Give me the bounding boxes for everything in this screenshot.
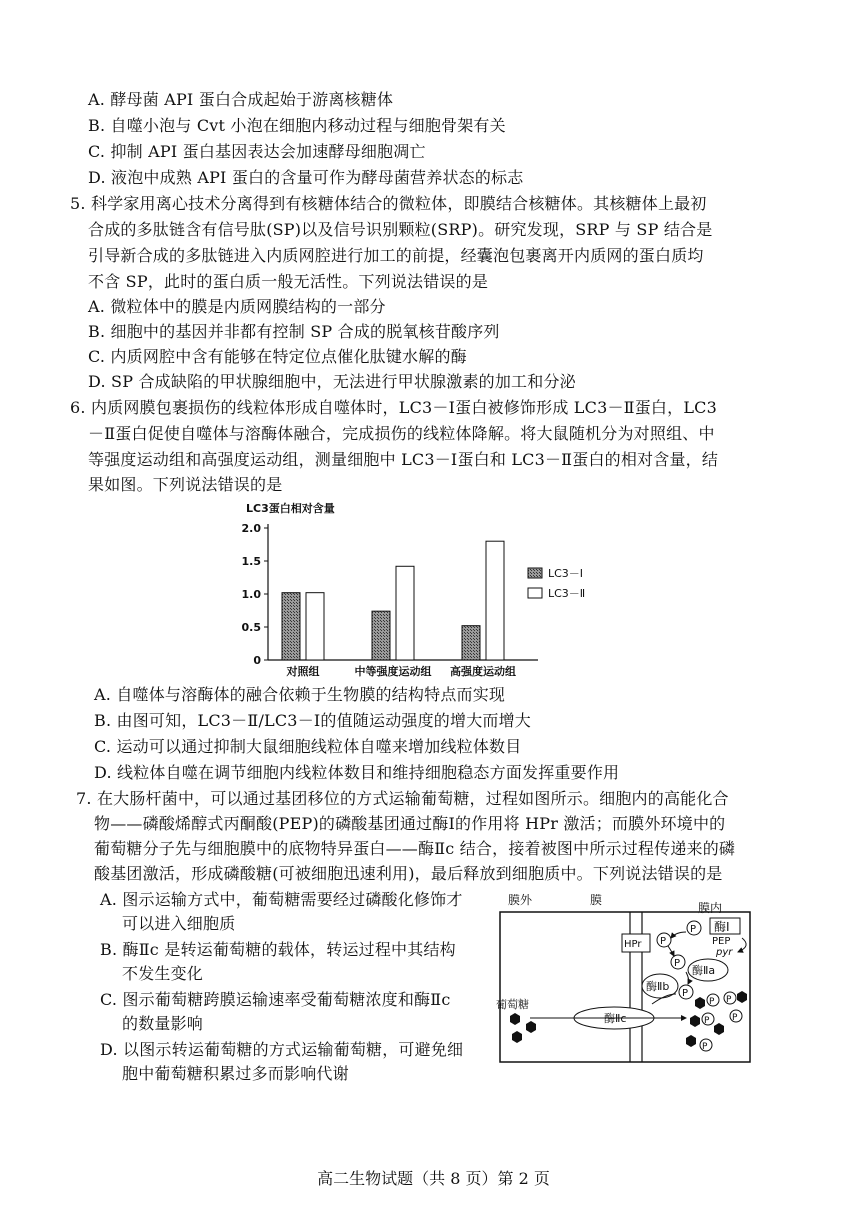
- phosphate-label: P: [704, 1016, 710, 1026]
- glucose-icon: [714, 1023, 724, 1035]
- q6-option-c: C. 运动可以通过抑制大鼠细胞线粒体自噬来增加线粒体数目: [94, 737, 522, 756]
- phosphate-label: P: [660, 936, 667, 947]
- chart-ytick-label: 0: [253, 654, 261, 667]
- chart-category-label: 高强度运动组: [450, 665, 516, 678]
- membrane-label: 膜: [590, 893, 603, 907]
- q7-option-a-line-2: 可以进入细胞质: [122, 914, 236, 933]
- enzyme-2b-label: 酶Ⅱb: [646, 980, 670, 993]
- arrow-to-2b: [686, 972, 689, 984]
- q4-option-a: A. 酵母菌 API 蛋白合成起始于游离核糖体: [88, 90, 394, 109]
- phosphate-label: P: [702, 1042, 708, 1052]
- page-footer: 高二生物试题（共 8 页）第 2 页: [317, 1169, 550, 1188]
- glucose-icon: [512, 1031, 522, 1043]
- q6-stem-line-1: 6. 内质网膜包裹损伤的线粒体形成自噬体时，LC3－Ⅰ蛋白被修饰形成 LC3－Ⅱ蛋白，LC3: [70, 398, 717, 417]
- phosphate-label: P: [690, 924, 697, 935]
- q4-option-b: B. 自噬小泡与 Cvt 小泡在细胞内移动过程与细胞骨架有关: [88, 116, 506, 135]
- chart-categories: [286, 664, 517, 678]
- phosphate-label: P: [674, 958, 681, 969]
- q6-option-d: D. 线粒体自噬在调节细胞内线粒体数目和维持细胞稳态方面发挥重要作用: [94, 763, 620, 782]
- chart-bar-lc3-i: [282, 593, 300, 660]
- chart-bar-lc3-ii: [306, 593, 324, 660]
- q4-option-d: D. 液泡中成熟 API 蛋白的含量可作为酵母菌营养状态的标志: [88, 168, 524, 187]
- chart-ytick-label: 2.0: [241, 522, 261, 535]
- q5-stem-line-3: 引导新合成的多肽链进入内质网腔进行加工的前提，经囊泡包裹离开内质网的蛋白质均: [88, 246, 704, 265]
- glucose-icon: [510, 1013, 520, 1025]
- chart-bar-lc3-ii: [486, 541, 504, 660]
- chart-category-label: 中等强度运动组: [354, 665, 432, 678]
- q7-option-d-line-1: D. 以图示转运葡萄糖的方式运输葡萄糖，可避免细: [100, 1040, 464, 1059]
- pep-arrow: [738, 938, 746, 952]
- pyr-label: pyr: [716, 947, 733, 958]
- glucose-icon: [695, 997, 705, 1009]
- chart-bars: [282, 541, 504, 660]
- legend-swatch: [528, 588, 542, 598]
- q7-option-b-line-2: 不发生变化: [122, 964, 204, 983]
- chart-ytick-label: 1.0: [241, 588, 261, 601]
- q6-stem-line-3: 等强度运动组和高强度运动组，测量细胞中 LC3－Ⅰ蛋白和 LC3－Ⅱ蛋白的相对含量，结: [88, 450, 719, 469]
- glucose-icon: [690, 1015, 700, 1027]
- hpr-label: HPr: [624, 939, 642, 950]
- q7-option-a-line-1: A. 图示运输方式中，葡萄糖需要经过磷酸化修饰才: [100, 890, 463, 909]
- arrow-to-hpr: [671, 932, 686, 938]
- chart-legend: [528, 567, 585, 600]
- q5-stem-line-2: 合成的多肽链含有信号肽(SP)以及信号识别颗粒(SRP)。研究发现，SRP 与 SP 结合是: [88, 220, 713, 239]
- glucose-transport-diagram: [490, 888, 770, 1068]
- glucose-icon: [526, 1021, 536, 1033]
- pep-label: PEP: [712, 936, 731, 947]
- phosphate-label: P: [726, 995, 732, 1005]
- chart-ylabel: LC3蛋白相对含量: [246, 502, 335, 515]
- legend-swatch: [528, 568, 542, 578]
- inside-label: 膜内: [698, 901, 723, 915]
- outside-label: 膜外: [508, 893, 533, 907]
- phosphate-label: P: [709, 997, 715, 1007]
- q5-option-d: D. SP 合成缺陷的甲状腺细胞中，无法进行甲状腺激素的加工和分泌: [88, 372, 576, 391]
- q7-stem-line-2: 物——磷酸烯醇式丙酮酸(PEP)的磷酸基团通过酶Ⅰ的作用将 HPr 激活；而膜外环境中的: [94, 814, 726, 833]
- chart-ytick-label: 1.5: [241, 555, 261, 568]
- q4-option-c: C. 抑制 API 蛋白基因表达会加速酵母细胞凋亡: [88, 142, 426, 161]
- enzyme-1-label: 酶Ⅰ: [714, 920, 730, 934]
- chart-category-label: 对照组: [286, 665, 320, 678]
- q6-option-b: B. 由图可知，LC3－Ⅱ/LC3－Ⅰ的值随运动强度的增大而增大: [94, 711, 532, 730]
- q7-stem-line-1: 7. 在大肠杆菌中，可以通过基团移位的方式运输葡萄糖，过程如图所示。细胞内的高能化合: [76, 789, 729, 808]
- legend-label: LC3－Ⅱ: [548, 587, 586, 600]
- glucose-icon: [737, 991, 747, 1003]
- q7-option-c-line-1: C. 图示葡萄糖跨膜运输速率受葡萄糖浓度和酶Ⅱc: [100, 990, 451, 1009]
- lc3-bar-chart: [228, 498, 588, 678]
- phosphate-label: P: [732, 1013, 738, 1023]
- chart-bar-lc3-i: [372, 611, 390, 660]
- phosphate-label: P: [682, 988, 689, 999]
- q7-option-b-line-1: B. 酶Ⅱc 是转运葡萄糖的载体，转运过程中其结构: [100, 940, 456, 959]
- chart-yticks: [242, 522, 269, 667]
- glucose-label: 葡萄糖: [496, 998, 529, 1011]
- chart-bar-lc3-i: [462, 626, 480, 660]
- q5-option-c: C. 内质网腔中含有能够在特定位点催化肽键水解的酶: [88, 347, 467, 366]
- q6-stem-line-2: －Ⅱ蛋白促使自噬体与溶酶体融合，完成损伤的线粒体降解。将大鼠随机分为对照组、中: [88, 424, 715, 443]
- arrow-to-2a: [668, 946, 674, 956]
- chart-bar-lc3-ii: [396, 566, 414, 660]
- glucose-phosphate-group: [686, 991, 747, 1052]
- q6-stem-line-4: 果如图。下列说法错误的是: [88, 475, 283, 494]
- q5-option-a: A. 微粒体中的膜是内质网膜结构的一部分: [88, 297, 386, 316]
- q7-stem-line-4: 酸基团激活，形成磷酸糖(可被细胞迅速利用)，最后释放到细胞质中。下列说法错误的是: [94, 864, 723, 883]
- q7-option-d-line-2: 胞中葡萄糖积累过多而影响代谢: [122, 1064, 349, 1083]
- q5-option-b: B. 细胞中的基因并非都有控制 SP 合成的脱氧核苷酸序列: [88, 322, 500, 341]
- q5-stem-line-4: 不含 SP，此时的蛋白质一般无活性。下列说法错误的是: [88, 272, 489, 291]
- q5-stem-line-1: 5. 科学家用离心技术分离得到有核糖体结合的微粒体，即膜结合核糖体。其核糖体上最初: [70, 194, 707, 213]
- glucose-icon: [686, 1035, 696, 1047]
- legend-label: LC3－Ⅰ: [548, 567, 584, 580]
- q6-option-a: A. 自噬体与溶酶体的融合依赖于生物膜的结构特点而实现: [94, 685, 506, 704]
- q7-stem-line-3: 葡萄糖分子先与细胞膜中的底物特异蛋白——酶Ⅱc 结合，接着被图中所示过程传递来的磷: [94, 839, 736, 858]
- enzyme-2c-label: 酶Ⅱc: [604, 1012, 627, 1025]
- chart-ytick-label: 0.5: [241, 621, 261, 634]
- enzyme-2a-label: 酶Ⅱa: [692, 964, 716, 977]
- q7-option-c-line-2: 的数量影响: [122, 1014, 204, 1033]
